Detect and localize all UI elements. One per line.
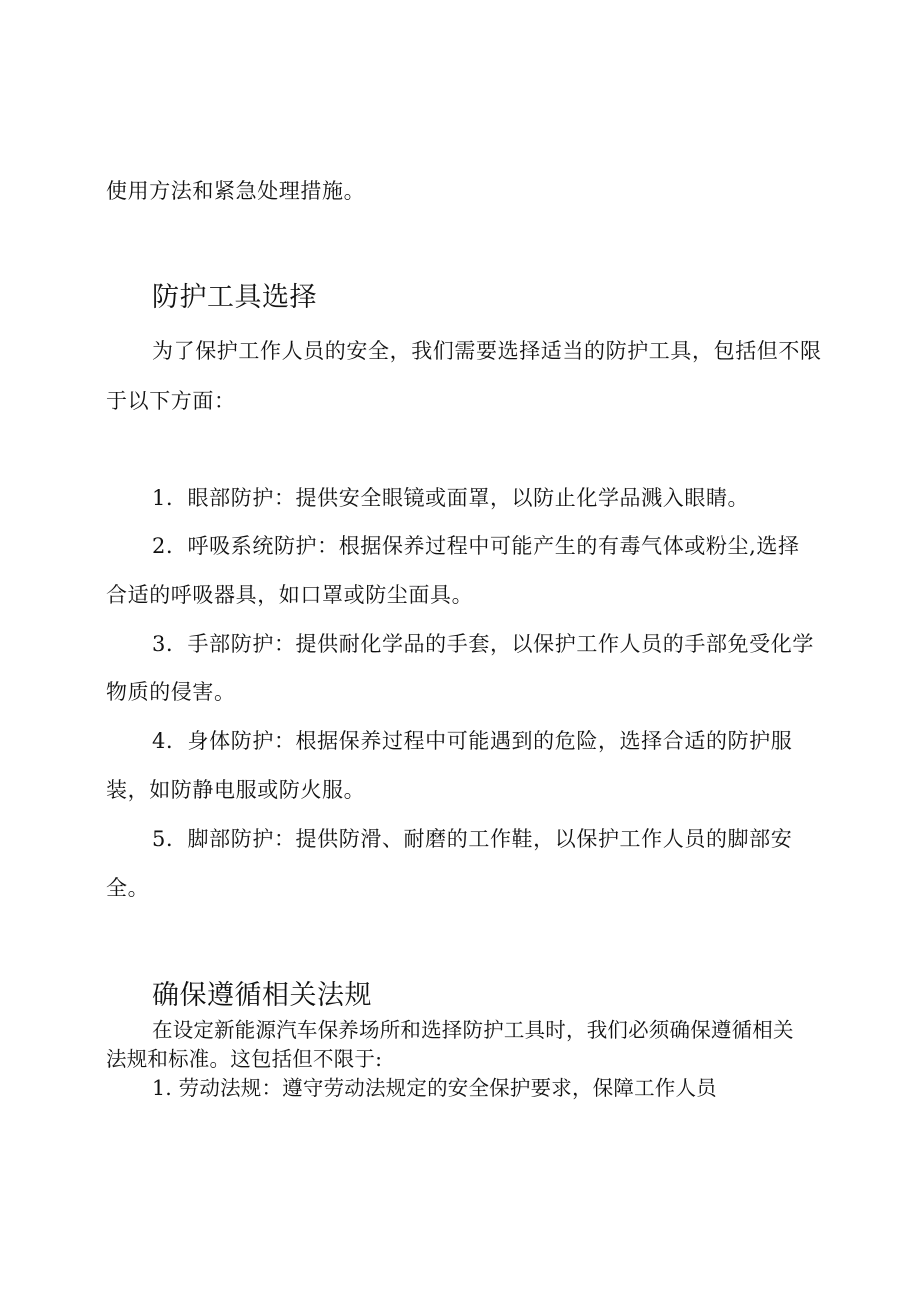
section-heading-regulations: 确保遵循相关法规 bbox=[152, 980, 372, 1011]
list-item-respiratory-line-2: 合适的呼吸器具，如口罩或防尘面具。 bbox=[106, 583, 474, 607]
section-heading-protective-tools: 防护工具选择 bbox=[152, 282, 317, 313]
list-item-body-protection-line-2: 装，如防静电服或防火服。 bbox=[106, 778, 366, 802]
section2-intro-line-1: 在设定新能源汽车保养场所和选择防护工具时，我们必须确保遵循相关 bbox=[152, 1018, 794, 1042]
section2-item-labor-law: 1. 劳动法规：遵守劳动法规定的安全保护要求，保障工作人员 bbox=[152, 1076, 717, 1100]
list-item-body-protection-line-1: 4．身体防护：根据保养过程中可能遇到的危险，选择合适的防护服 bbox=[152, 729, 793, 753]
section2-intro-line-2: 法规和标准。这包括但不限于: bbox=[106, 1047, 383, 1071]
list-item-hand-protection-line-1: 3．手部防护：提供耐化学品的手套，以保护工作人员的手部免受化学 bbox=[152, 632, 814, 656]
section1-intro-line-1: 为了保护工作人员的安全，我们需要选择适当的防护工具，包括但不限 bbox=[152, 339, 822, 363]
list-item-foot-protection-line-2: 全。 bbox=[106, 876, 150, 900]
intro-tail-text: 使用方法和紧急处理措施。 bbox=[106, 179, 366, 203]
section1-intro-line-2: 于以下方面： bbox=[106, 389, 236, 413]
list-item-foot-protection-line-1: 5．脚部防护：提供防滑、耐磨的工作鞋，以保护工作人员的脚部安 bbox=[152, 827, 793, 851]
list-item-respiratory-line-1: 2．呼吸系统防护：根据保养过程中可能产生的有毒气体或粉尘,选择 bbox=[152, 534, 800, 558]
list-item-hand-protection-line-2: 物质的侵害。 bbox=[106, 680, 236, 704]
list-item-eye-protection: 1．眼部防护：提供安全眼镜或面罩，以防止化学品溅入眼睛。 bbox=[152, 486, 750, 510]
